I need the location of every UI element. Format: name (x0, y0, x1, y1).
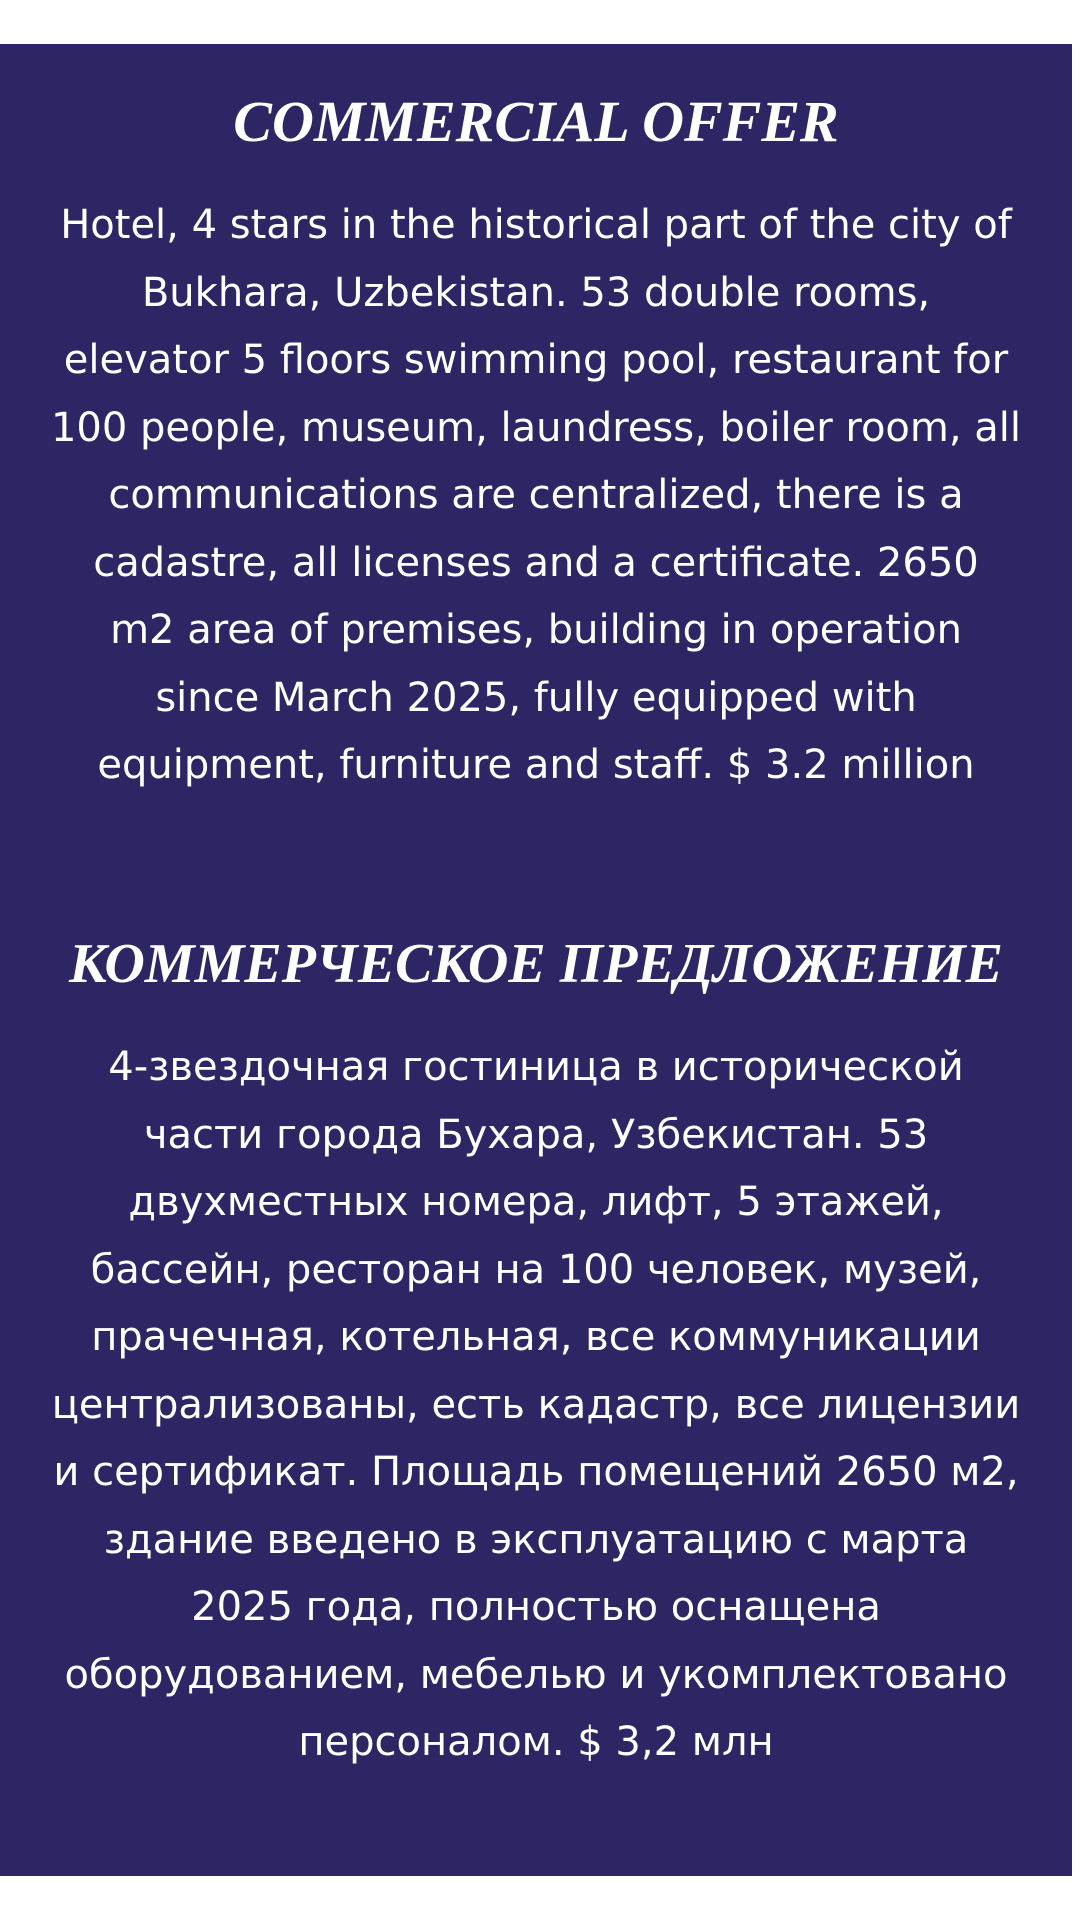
english-description-line: Bukhara, Uzbekistan. 53 double rooms, (141, 269, 931, 316)
russian-description-line: 4-звездочная гостиница в исторической (108, 1044, 964, 1090)
russian-description-line: централизованы, есть кадастр, все лицензии (51, 1381, 1021, 1428)
russian-description-line: и сертификат. Площадь помещений 2650 м2, (53, 1449, 1019, 1495)
english-description-line: 100 people, museum, laundress, boiler room, all (50, 404, 1022, 451)
russian-description-line: бассейн, ресторан на 100 человек, музей, (90, 1246, 982, 1293)
russian-description-line: прачечная, котельная, все коммуникации (91, 1314, 981, 1360)
russian-description-line: части города Бухара, Узбекистан. 53 (143, 1111, 929, 1158)
russian-description-line: здание введено в эксплуатацию с марта (103, 1516, 969, 1563)
english-description-line: elevator 5 floors swimming pool, restaurant for (63, 337, 1009, 383)
offer-panel (0, 44, 1072, 1876)
english-description-line: equipment, furniture and staff. $ 3.2 million (97, 742, 975, 788)
russian-description-line: персоналом. $ 3,2 млн (298, 1719, 774, 1765)
english-offer-title: COMMERCIAL OFFER (233, 89, 839, 154)
russian-offer-description (0, 1034, 1072, 1777)
russian-description-line: 2025 года, полностью оснащена (191, 1584, 881, 1630)
russian-description-line: двухместных номера, лифт, 5 этажей, (128, 1179, 944, 1225)
russian-offer-title: КОММЕРЧЕСКОЕ ПРЕДЛОЖЕНИЕ (68, 933, 1003, 995)
russian-description-line: оборудованием, мебелью и укомплектовано (64, 1651, 1008, 1698)
english-description-line: cadastre, all licenses and a certificate. 2650 (93, 539, 979, 586)
english-description-line: m2 area of premises, building in operation (110, 607, 962, 653)
english-description-line: since March 2025, fully equipped with (155, 674, 917, 721)
english-description-line: communications are centralized, there is a (108, 472, 964, 518)
english-description-line: Hotel, 4 stars in the historical part of the city of (60, 202, 1012, 248)
english-offer-description (0, 192, 1072, 800)
